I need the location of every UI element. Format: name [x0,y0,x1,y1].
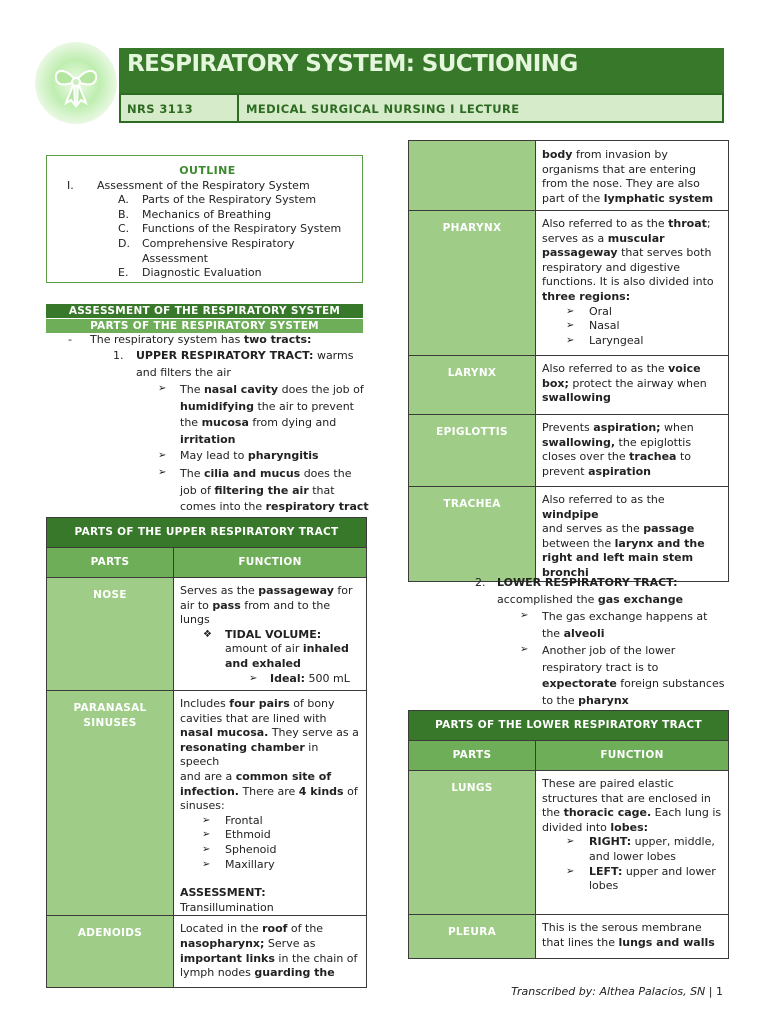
column-header-function: FUNCTION [536,741,729,771]
upper-tract-number: 1. [113,349,124,362]
function-epiglottis: Prevents aspiration; when swallowing, the epiglottis closes over the trachea to prevent aspiration [536,415,729,487]
part-lungs: LUNGS [409,771,536,915]
list-item: ➢ Frontal [202,813,263,827]
list-item: ➢ Ethmoid [202,828,271,842]
table-row [409,487,729,582]
arrow-bullet-icon: ➢ [249,672,258,684]
intro-bullet-3: The cilia and mucus does the job of filtering the air that comes into the respiratory tract [180,467,369,514]
outline-subitem [61,208,354,223]
function-pharynx: Also referred to as the throat; serves as a muscular passageway that serves both respiratory and digestive functions. It is also divided into three regions: ➢ Oral ➢ Nasal ➢ Laryngeal [536,211,729,356]
list-item: ➢ Sphenoid [202,842,277,856]
outline-subitem [61,222,354,237]
outline-subitem-text: Diagnostic Evaluation [142,266,262,280]
list-item: ➢ Laryngeal [566,333,644,347]
table-title: PARTS OF THE UPPER RESPIRATORY TRACT [47,518,367,548]
function-sinuses: Includes four pairs of bony cavities that are lined with nasal mucosa. They serve as a resonating chamber in speech and are a common site of infection. There are 4 kinds of sinuses: ➢ Frontal ➢ Ethmoid ➢ Sphenoid ➢ Maxillary ASSESSMENT: Transillumination [174,691,367,916]
outline-box [46,155,363,283]
outline-subitem-letter: D. [118,236,130,250]
upper-tract-text-b: and filters the air [136,366,231,379]
part-pleura: PLEURA [409,915,536,959]
function-adenoids: Located in the roof of the nasopharynx; Serve as important links in the chain of lymph nodes guarding the [174,916,367,988]
table-row [409,915,729,959]
dash-bullet: - [68,333,72,346]
table-title: PARTS OF THE LOWER RESPIRATORY TRACT [409,711,729,741]
column-header-function: FUNCTION [174,548,367,578]
table-row [409,141,729,211]
outline-subitem-letter: E. [118,266,129,280]
part-adenoids: ADENOIDS [47,916,174,988]
list-item: ➢ Oral [566,304,612,318]
outline-item-text: Assessment of the Respiratory System [97,178,310,192]
arrow-bullet-icon: ➢ [520,644,529,655]
page-number: | 1 [705,985,723,998]
course-name: MEDICAL SURGICAL NURSING I LECTURE [239,93,724,123]
part-paranasal-sinuses: PARANASAL SINUSES [47,691,174,916]
intro-bullet-1: The nasal cavity does the job of humidifying the air to prevent the mucosa from dying and irritation [180,383,364,446]
list-item: ➢ Maxillary [202,857,275,871]
intro-text-a: The respiratory system has [90,333,244,346]
upper-tract-label: UPPER RESPIRATORY TRACT: [136,349,314,362]
outline-subitem [61,193,354,208]
intro-text-b: two tracts: [243,333,312,346]
lower-bullet-1: The gas exchange happens at the alveoli [542,610,708,640]
part-trachea: TRACHEA [409,487,536,582]
function-lungs: These are paired elastic structures that are enclosed in the thoracic cage. Each lung is divided into lobes: ➢ RIGHT: upper, middle, and lower lobes ➢ LEFT: upper and lower lobes [536,771,729,915]
outline-subitem-text: Mechanics of Breathing [142,207,272,221]
upper-tract-text-a: warms [313,349,354,362]
table-row [409,356,729,415]
lower-tract-text: accomplished the gas exchange [497,593,684,606]
table-row [47,691,367,916]
outline-subitem [61,266,354,281]
outline-subitem-letter: A. [118,193,129,207]
diamond-bullet-icon: ❖ [203,628,212,640]
arrow-bullet-icon: ➢ [158,383,167,394]
function-larynx: Also referred to as the voice box; protect the airway when swallowing [536,356,729,415]
page-title: RESPIRATORY SYSTEM: SUCTIONING [119,48,724,93]
outline-subitem [61,237,323,266]
function-nose: Serves as the passageway for air to pass from and to the lungs ❖ TIDAL VOLUME: amount of air inhaled and exhaled ➢ Ideal: 500 mL [174,578,367,691]
part-continued [409,141,536,211]
table-row [47,578,367,691]
table-row [47,916,367,988]
table-row [409,211,729,356]
outline-item-number: I. [67,178,74,192]
arrow-bullet-icon: ➢ [158,467,167,478]
course-code: NRS 3113 [119,93,239,123]
part-epiglottis: EPIGLOTTIS [409,415,536,487]
column-header-parts: PARTS [409,741,536,771]
intro-text [90,333,311,348]
section-heading-assessment: ASSESSMENT OF THE RESPIRATORY SYSTEM [46,304,363,318]
column-header-parts: PARTS [47,548,174,578]
table-row [409,415,729,487]
lower-tract-table [408,710,729,959]
lower-tract-number: 2. [475,576,486,589]
upper-tract-heading [136,349,353,364]
list-item: ➢ LEFT: upper and lower [566,864,716,878]
function-pleura: This is the serous membrane that lines the lungs and walls [536,915,729,959]
table-row [409,771,729,915]
arrow-bullet-icon: ➢ [158,450,167,461]
section-heading-parts: PARTS OF THE RESPIRATORY SYSTEM [46,319,363,333]
transcriber-credit: Transcribed by: Althea Palacios, SN [511,985,706,998]
upper-tract-table [46,517,367,988]
outline-subitem-letter: B. [118,207,130,221]
function-trachea: Also referred to as the windpipe and serves as the passage between the larynx and the right and left main stem bronchi [536,487,729,582]
arrow-bullet-icon: ➢ [520,610,529,621]
part-larynx: LARYNX [409,356,536,415]
footer [0,985,723,1000]
lower-tract-label: LOWER RESPIRATORY TRACT: [497,576,678,589]
outline-subitem-text: Comprehensive Respiratory Assessment [142,236,295,265]
function-adenoids-continued: body from invasion by organisms that are entering from the nose. They are also part of the lymphatic system [536,141,729,211]
intro-bullet-2: May lead to pharyngitis [180,449,319,462]
upper-tract-table-continued [408,140,729,582]
list-item: ➢ Nasal [566,319,620,333]
list-item: ➢ RIGHT: upper, middle, [566,835,715,849]
part-nose: NOSE [47,578,174,691]
bow-logo-icon [35,42,117,124]
lower-bullet-2: Another job of the lower respiratory tract is to expectorate foreign substances to the pharynx [542,644,725,707]
outline-title: OUTLINE [179,164,236,177]
outline-subitem-text: Functions of the Respiratory System [142,222,342,236]
part-pharynx: PHARYNX [409,211,536,356]
outline-subitem-letter: C. [118,222,130,236]
outline-item [61,179,354,194]
outline-subitem-text: Parts of the Respiratory System [142,193,317,207]
